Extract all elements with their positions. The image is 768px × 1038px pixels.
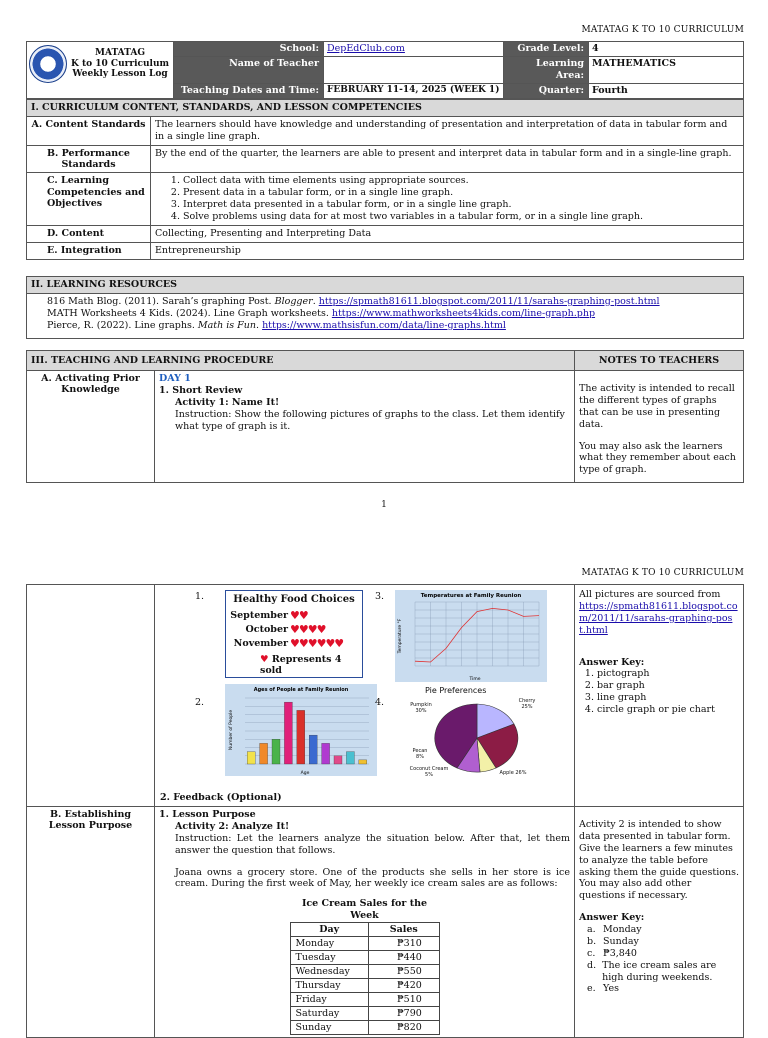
graph-number: 1. bbox=[195, 591, 205, 602]
day-label: DAY 1 bbox=[159, 373, 191, 384]
teacher-label: Name of Teacher bbox=[174, 56, 324, 83]
pictograph-row bbox=[230, 637, 362, 651]
content-text: Collecting, Presenting and Interpreting Data bbox=[151, 225, 744, 242]
answer-item: 4. circle graph or pie chart bbox=[597, 704, 739, 716]
col-sales: Sales bbox=[368, 923, 439, 937]
lesson-purpose: 1. Lesson Purpose bbox=[159, 809, 256, 820]
section-2-title: II. LEARNING RESOURCES bbox=[27, 277, 744, 294]
deped-seal-icon bbox=[29, 45, 67, 83]
info-header bbox=[26, 41, 744, 99]
answer-item: 1. pictograph bbox=[597, 668, 739, 680]
competency-item: 1. Collect data with time elements using appropriate sources. bbox=[183, 175, 739, 187]
procedure-continued bbox=[26, 584, 744, 1038]
answer-item: a. Monday bbox=[587, 924, 642, 935]
heart-icon: ♥ bbox=[260, 653, 269, 665]
performance-standards-label: B. Performance Standards bbox=[27, 145, 151, 173]
pictograph-title: Healthy Food Choices bbox=[233, 594, 355, 605]
reference-link[interactable]: https://spmath81611.blogspot.com/2011/11/sarahs-graphing-post.html bbox=[318, 295, 660, 307]
activating-content bbox=[155, 371, 575, 483]
feedback-item: 2. Feedback (Optional) bbox=[160, 792, 282, 803]
line-chart-xlabel: Time bbox=[469, 677, 481, 682]
line-chart-svg bbox=[395, 590, 547, 682]
table-row bbox=[290, 1007, 439, 1021]
bar bbox=[334, 756, 342, 764]
activity-2-instruction: Instruction: Let the learners analyze the situation below. After that, let them answer the question that follows. bbox=[175, 832, 570, 856]
pictograph-row bbox=[230, 609, 362, 623]
graph-number: 4. bbox=[375, 697, 385, 708]
line-chart-ylabel: Temperature °F bbox=[398, 618, 403, 654]
bar-chart-xlabel: Age bbox=[300, 771, 310, 776]
note-text: Activity 2 is intended to show data presented in tabular form. Give the learners a few minutes to analyze the table before asking them the guide questions. You may also add other questions if necessary. bbox=[579, 819, 739, 902]
competency-item: 3. Interpret data presented in a tabular form, or in a single line graph. bbox=[183, 199, 739, 211]
activating-notes bbox=[575, 371, 744, 483]
heart-icon-group: ♥♥♥♥ bbox=[290, 622, 326, 636]
note-text: The activity is intended to recall the different types of graphs that can be use in presenting data. bbox=[579, 383, 735, 430]
quarter-label: Quarter: bbox=[504, 83, 589, 98]
resources-list bbox=[27, 293, 744, 338]
competencies-list bbox=[151, 173, 744, 226]
section-procedure bbox=[26, 350, 744, 483]
bar bbox=[272, 739, 280, 764]
sales-cell: ₱510 bbox=[368, 993, 439, 1007]
graphs-notes bbox=[575, 585, 744, 807]
section-1-title: I. CURRICULUM CONTENT, STANDARDS, AND LESSON COMPETENCIES bbox=[27, 100, 744, 117]
performance-standards-text: By the end of the quarter, the learners are able to present and interpret data in tabular form and in a single-line graph. bbox=[151, 145, 744, 173]
ice-cream-table bbox=[290, 898, 440, 1035]
page-number: 1 bbox=[381, 500, 387, 510]
section-curriculum bbox=[26, 99, 744, 260]
day-cell: Thursday bbox=[290, 979, 368, 993]
sales-cell: ₱550 bbox=[368, 965, 439, 979]
story-text: Joana owns a grocery store. One of the products she sells in her store is ice cream. During the first week of May, her weekly ice cream sales are as follows: bbox=[175, 866, 570, 890]
establishing-label: B. Establishing Lesson Purpose bbox=[27, 807, 155, 1038]
sales-cell: ₱440 bbox=[368, 951, 439, 965]
competency-item: 2. Present data in a tabular form, or in a single line graph. bbox=[183, 187, 739, 199]
bar bbox=[284, 702, 292, 764]
school-value bbox=[324, 42, 504, 57]
pictograph-rows bbox=[230, 609, 362, 651]
graph-number: 3. bbox=[375, 591, 385, 602]
table-row bbox=[290, 979, 439, 993]
section-resources bbox=[26, 276, 744, 339]
table-row bbox=[290, 965, 439, 979]
answer-item: d. The ice cream sales are high during weekends. bbox=[587, 959, 717, 983]
bar bbox=[346, 752, 354, 764]
bar bbox=[247, 752, 255, 764]
page-1 bbox=[0, 0, 768, 512]
answer-key-title: Answer Key: bbox=[579, 912, 645, 924]
sales-cell: ₱310 bbox=[368, 937, 439, 951]
pictograph-row-label: October bbox=[245, 623, 288, 635]
day-cell: Sunday bbox=[290, 1021, 368, 1035]
sales-cell: ₱420 bbox=[368, 979, 439, 993]
line-chart-title: Temperatures at Family Reunion bbox=[420, 593, 522, 599]
logo-cell bbox=[27, 42, 174, 99]
pie-label: Pumpkin 30% bbox=[410, 702, 432, 715]
integration-label: E. Integration bbox=[27, 242, 151, 259]
table-row bbox=[290, 1021, 439, 1035]
logo-subtitle-1: K to 10 Curriculum bbox=[71, 58, 170, 69]
graph-number: 2. bbox=[195, 697, 205, 708]
col-day: Day bbox=[290, 923, 368, 937]
pie-label: Pecan 8% bbox=[412, 748, 428, 761]
line-chart bbox=[395, 590, 547, 682]
reference-item: 816 Math Blog. (2011). Sarah’s graphing Post. Blogger. https://spmath81611.blogspot.com/2011/11/sarahs-graphing-post.html bbox=[47, 295, 660, 307]
grade-value: 4 bbox=[589, 42, 744, 57]
day-cell: Monday bbox=[290, 937, 368, 951]
graphs-cell bbox=[155, 585, 575, 807]
activity-2-title: Activity 2: Analyze It! bbox=[175, 820, 290, 832]
section-3-title: III. TEACHING AND LEARNING PROCEDURE bbox=[27, 351, 575, 371]
pie-label: Coconut Cream 5% bbox=[409, 766, 449, 779]
curriculum-header: MATATAG K TO 10 CURRICULUM bbox=[581, 568, 744, 578]
content-label: D. Content bbox=[27, 225, 151, 242]
answer-key-list bbox=[579, 668, 739, 716]
area-value: MATHEMATICS bbox=[589, 56, 744, 83]
pie-label: Cherry 25% bbox=[518, 698, 536, 711]
school-link[interactable]: DepEdClub.com bbox=[327, 43, 405, 54]
reference-link[interactable]: https://www.mathsisfun.com/data/line-graphs.html bbox=[262, 319, 506, 331]
pie-chart bbox=[395, 686, 555, 786]
sales-cell: ₱820 bbox=[368, 1021, 439, 1035]
heart-icon-group: ♥♥ bbox=[290, 608, 308, 622]
answer-item: b. Sunday bbox=[587, 935, 639, 947]
pictograph-row-label: September bbox=[230, 609, 288, 621]
establishing-content bbox=[155, 807, 575, 1038]
notes-title: NOTES TO TEACHERS bbox=[575, 351, 744, 371]
activity-1-instruction: Instruction: Show the following pictures of graphs to the class. Let them identify what type of graph is it. bbox=[175, 408, 565, 432]
logo-title: MATATAG bbox=[95, 47, 146, 58]
bar-chart-svg bbox=[225, 684, 377, 776]
dates-label: Teaching Dates and Time: bbox=[174, 83, 324, 98]
answer-key-list bbox=[579, 924, 739, 995]
sales-cell: ₱790 bbox=[368, 1007, 439, 1021]
bar-chart bbox=[225, 684, 377, 776]
short-review: 1. Short Review bbox=[159, 384, 243, 396]
dates-value: FEBRUARY 11-14, 2025 (WEEK 1) bbox=[324, 83, 504, 98]
curriculum-header: MATATAG K TO 10 CURRICULUM bbox=[581, 25, 744, 35]
answer-item: c. ₱3,840 bbox=[587, 947, 637, 959]
answer-item: 3. line graph bbox=[597, 692, 739, 704]
ice-cream-table-caption: Ice Cream Sales for the Week bbox=[301, 898, 428, 922]
day-cell: Tuesday bbox=[290, 951, 368, 965]
answer-item: e. Yes bbox=[587, 983, 619, 995]
bar bbox=[322, 743, 330, 764]
answer-item: 2. bar graph bbox=[597, 680, 739, 692]
blank-label-cell bbox=[27, 585, 155, 807]
grade-label: Grade Level: bbox=[504, 42, 589, 57]
pictograph-chart bbox=[225, 590, 363, 678]
bar bbox=[297, 710, 305, 764]
activity-1-title: Activity 1: Name It! bbox=[175, 396, 280, 408]
bar bbox=[359, 760, 367, 764]
heart-icon-group: ♥♥♥♥♥♥ bbox=[290, 636, 344, 650]
activating-label: A. Activating Prior Knowledge bbox=[27, 371, 155, 483]
reference-item: MATH Worksheets 4 Kids. (2024). Line Graph worksheets. https://www.mathworksheets4kids.com/line-graph.php bbox=[47, 307, 596, 319]
bar-chart-ylabel: Number of People bbox=[229, 709, 234, 751]
area-label: Learning Area: bbox=[504, 56, 589, 83]
quarter-value: Fourth bbox=[589, 83, 744, 98]
pictograph-key: ♥ Represents 4 sold bbox=[260, 653, 342, 677]
pie-title: Pie Preferences bbox=[425, 686, 487, 695]
table-row bbox=[290, 937, 439, 951]
establishing-notes bbox=[575, 807, 744, 1038]
day-cell: Wednesday bbox=[290, 965, 368, 979]
bar bbox=[309, 735, 317, 764]
page-2 bbox=[0, 512, 768, 1033]
logo-subtitle-2: Weekly Lesson Log bbox=[72, 69, 168, 80]
pie-label: Apple 26% bbox=[499, 770, 527, 776]
note-text: You may also ask the learners what they remember about each type of graph. bbox=[579, 440, 736, 476]
reference-link[interactable]: https://www.mathworksheets4kids.com/line-graph.php bbox=[331, 307, 596, 319]
reference-item: Pierce, R. (2022). Line graphs. Math is Fun. https://www.mathsisfun.com/data/line-graphs.html bbox=[47, 319, 506, 331]
source-link[interactable]: https://spmath81611.blogspot.com/2011/11/sarahs-graphing-post.html bbox=[579, 600, 738, 636]
teacher-value bbox=[324, 56, 504, 83]
bar-chart-title: Ages of People at Family Reunion bbox=[253, 687, 349, 693]
answer-key-title: Answer Key: bbox=[579, 656, 645, 668]
day-cell: Friday bbox=[290, 993, 368, 1007]
table-row bbox=[290, 993, 439, 1007]
content-standards-label: A. Content Standards bbox=[27, 116, 151, 145]
pictograph-row bbox=[230, 623, 362, 637]
bar bbox=[260, 743, 268, 764]
content-standards-text: The learners should have knowledge and understanding of presentation and interpretation of data in tabular form and in a single line graph. bbox=[151, 116, 744, 145]
pictograph-row-label: November bbox=[233, 637, 288, 649]
school-label: School: bbox=[174, 42, 324, 57]
competency-item: 4. Solve problems using data for at most two variables in a tabular form, or in a single line graph. bbox=[183, 211, 739, 223]
integration-text: Entrepreneurship bbox=[151, 242, 744, 259]
competencies-label: C. Learning Competencies and Objectives bbox=[27, 173, 151, 226]
table-row bbox=[290, 951, 439, 965]
source-note: All pictures are sourced from bbox=[579, 589, 721, 600]
day-cell: Saturday bbox=[290, 1007, 368, 1021]
